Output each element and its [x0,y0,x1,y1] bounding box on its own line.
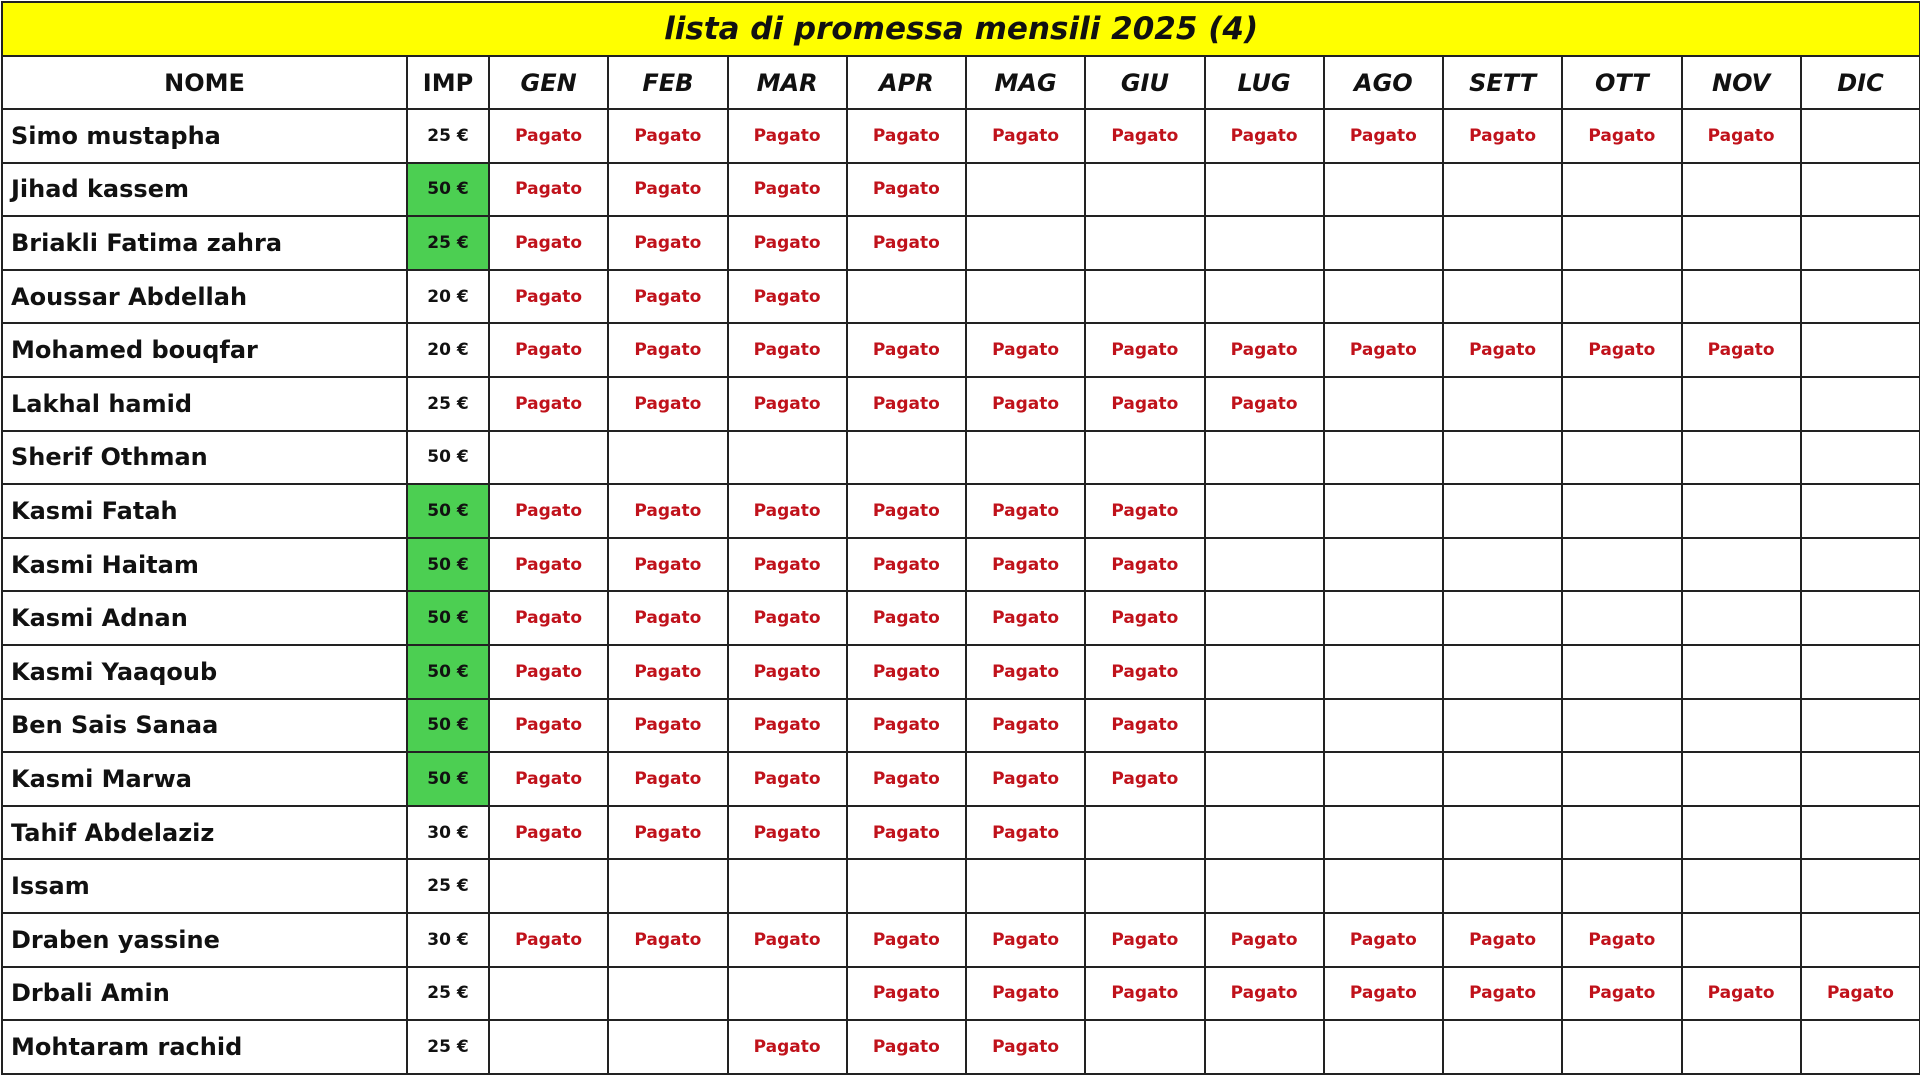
month-status-cell [1205,591,1324,645]
month-status-cell: Pagato [608,645,727,699]
month-status-cell [1801,699,1920,753]
month-status-cell [1443,484,1562,538]
amount-cell: 20 € [407,323,489,377]
member-name-cell: Jihad kassem [2,163,407,217]
column-header-month: LUG [1205,56,1324,109]
month-status-cell [966,216,1085,270]
month-status-cell [966,163,1085,217]
month-status-cell [1562,591,1681,645]
month-status-cell [966,270,1085,324]
month-status-cell [1682,859,1801,913]
table-row [2,752,1920,806]
month-status-cell: Pagato [608,270,727,324]
month-status-cell [1324,163,1443,217]
month-status-cell [1562,270,1681,324]
month-status-cell [1443,431,1562,485]
table-row [2,591,1920,645]
month-status-cell: Pagato [966,109,1085,163]
month-status-cell [1085,431,1204,485]
month-status-cell: Pagato [1085,967,1204,1021]
month-status-cell [1562,377,1681,431]
member-name-cell: Kasmi Adnan [2,591,407,645]
month-status-cell [608,431,727,485]
month-status-cell [1801,270,1920,324]
month-status-cell [1801,484,1920,538]
month-status-cell [1324,1020,1443,1074]
amount-cell: 20 € [407,270,489,324]
month-status-cell [1801,538,1920,592]
member-name-cell: Mohtaram rachid [2,1020,407,1074]
month-status-cell [1682,216,1801,270]
month-status-cell: Pagato [847,1020,966,1074]
month-status-cell: Pagato [489,806,608,860]
column-header-month: OTT [1562,56,1681,109]
amount-cell: 50 € [407,431,489,485]
column-header-month: FEB [608,56,727,109]
member-name-cell: Kasmi Yaaqoub [2,645,407,699]
month-status-cell: Pagato [1443,967,1562,1021]
table-row [2,377,1920,431]
month-status-cell [1682,270,1801,324]
month-status-cell [1205,538,1324,592]
month-status-cell [1682,377,1801,431]
table-row [2,967,1920,1021]
month-status-cell [1443,1020,1562,1074]
table-row [2,806,1920,860]
month-status-cell [1324,538,1443,592]
amount-cell: 50 € [407,699,489,753]
month-status-cell [1801,377,1920,431]
column-header-nome: NOME [2,56,407,109]
month-status-cell [1562,859,1681,913]
month-status-cell: Pagato [847,377,966,431]
month-status-cell [1205,484,1324,538]
month-status-cell: Pagato [1205,967,1324,1021]
month-status-cell: Pagato [847,913,966,967]
month-status-cell: Pagato [1443,323,1562,377]
month-status-cell [1682,1020,1801,1074]
month-status-cell [1562,538,1681,592]
month-status-cell [728,859,847,913]
month-status-cell: Pagato [847,163,966,217]
month-status-cell [1443,806,1562,860]
amount-cell: 50 € [407,484,489,538]
table-row [2,859,1920,913]
payment-table [1,1,1920,1075]
month-status-cell [966,431,1085,485]
month-status-cell: Pagato [847,645,966,699]
month-status-cell: Pagato [608,806,727,860]
member-name-cell: Drbali Amin [2,967,407,1021]
month-status-cell [1562,699,1681,753]
month-status-cell [1801,806,1920,860]
month-status-cell: Pagato [728,323,847,377]
month-status-cell: Pagato [489,699,608,753]
member-name-cell: Draben yassine [2,913,407,967]
month-status-cell [1801,591,1920,645]
month-status-cell [1801,216,1920,270]
column-header-month: NOV [1682,56,1801,109]
month-status-cell: Pagato [847,538,966,592]
month-status-cell: Pagato [608,484,727,538]
month-status-cell: Pagato [847,484,966,538]
month-status-cell: Pagato [728,538,847,592]
month-status-cell [1324,699,1443,753]
month-status-cell [1443,270,1562,324]
table-row [2,645,1920,699]
month-status-cell: Pagato [847,967,966,1021]
month-status-cell: Pagato [1682,323,1801,377]
month-status-cell: Pagato [1085,323,1204,377]
month-status-cell: Pagato [608,591,727,645]
month-status-cell [1205,431,1324,485]
month-status-cell: Pagato [728,591,847,645]
month-status-cell: Pagato [1085,377,1204,431]
table-row [2,163,1920,217]
month-status-cell: Pagato [1205,109,1324,163]
amount-cell: 25 € [407,377,489,431]
month-status-cell [1205,806,1324,860]
month-status-cell: Pagato [1324,109,1443,163]
month-status-cell: Pagato [608,109,727,163]
month-status-cell: Pagato [1085,591,1204,645]
month-status-cell: Pagato [489,377,608,431]
month-status-cell: Pagato [1085,538,1204,592]
month-status-cell: Pagato [966,323,1085,377]
month-status-cell [1682,163,1801,217]
month-status-cell: Pagato [1085,109,1204,163]
member-name-cell: Ben Sais Sanaa [2,699,407,753]
month-status-cell [1801,1020,1920,1074]
month-status-cell [1443,216,1562,270]
month-status-cell: Pagato [608,538,727,592]
month-status-cell [1801,645,1920,699]
month-status-cell: Pagato [728,484,847,538]
month-status-cell: Pagato [608,699,727,753]
amount-cell: 25 € [407,859,489,913]
month-status-cell [847,270,966,324]
month-status-cell [1801,323,1920,377]
month-status-cell [1682,484,1801,538]
month-status-cell [1085,270,1204,324]
member-name-cell: Tahif Abdelaziz [2,806,407,860]
month-status-cell: Pagato [728,216,847,270]
table-row [2,109,1920,163]
month-status-cell [1682,645,1801,699]
month-status-cell [1443,377,1562,431]
amount-cell: 25 € [407,109,489,163]
month-status-cell [489,859,608,913]
month-status-cell [1085,1020,1204,1074]
month-status-cell [608,859,727,913]
month-status-cell [1085,859,1204,913]
column-header-month: DIC [1801,56,1920,109]
month-status-cell [1205,752,1324,806]
column-header-month: MAG [966,56,1085,109]
month-status-cell: Pagato [966,699,1085,753]
month-status-cell [1324,806,1443,860]
amount-cell: 50 € [407,538,489,592]
month-status-cell [1205,859,1324,913]
month-status-cell: Pagato [728,752,847,806]
month-status-cell: Pagato [489,216,608,270]
month-status-cell [1205,163,1324,217]
month-status-cell: Pagato [1801,967,1920,1021]
month-status-cell [1562,806,1681,860]
month-status-cell: Pagato [847,591,966,645]
month-status-cell: Pagato [966,967,1085,1021]
month-status-cell: Pagato [728,270,847,324]
table-row [2,538,1920,592]
month-status-cell: Pagato [728,645,847,699]
table-row [2,323,1920,377]
month-status-cell: Pagato [1085,484,1204,538]
month-status-cell [1324,484,1443,538]
member-name-cell: Sherif Othman [2,431,407,485]
amount-cell: 30 € [407,913,489,967]
column-header-month: GIU [1085,56,1204,109]
month-status-cell [847,431,966,485]
amount-cell: 30 € [407,806,489,860]
member-name-cell: Briakli Fatima zahra [2,216,407,270]
month-status-cell [1443,699,1562,753]
month-status-cell: Pagato [1205,377,1324,431]
month-status-cell: Pagato [489,913,608,967]
month-status-cell [1562,431,1681,485]
month-status-cell: Pagato [847,699,966,753]
month-status-cell [1205,1020,1324,1074]
month-status-cell [728,431,847,485]
column-header-month: AGO [1324,56,1443,109]
column-header-month: MAR [728,56,847,109]
month-status-cell: Pagato [608,913,727,967]
month-status-cell: Pagato [1085,752,1204,806]
month-status-cell: Pagato [728,699,847,753]
month-status-cell [1682,431,1801,485]
month-status-cell: Pagato [1562,967,1681,1021]
month-status-cell [1205,699,1324,753]
month-status-cell: Pagato [489,163,608,217]
amount-cell: 50 € [407,645,489,699]
month-status-cell: Pagato [1085,699,1204,753]
month-status-cell [1682,806,1801,860]
header-row [2,56,1920,109]
month-status-cell [1085,163,1204,217]
sheet-title: lista di promessa mensili 2025 (4) [2,2,1920,56]
month-status-cell [847,859,966,913]
table-row [2,216,1920,270]
month-status-cell: Pagato [1085,645,1204,699]
column-header-imp: IMP [407,56,489,109]
month-status-cell [489,431,608,485]
month-status-cell: Pagato [1324,967,1443,1021]
month-status-cell: Pagato [489,109,608,163]
month-status-cell [1443,163,1562,217]
amount-cell: 25 € [407,216,489,270]
month-status-cell: Pagato [1443,913,1562,967]
table-row [2,1020,1920,1074]
month-status-cell: Pagato [489,538,608,592]
month-status-cell: Pagato [966,913,1085,967]
table-row [2,913,1920,967]
month-status-cell: Pagato [966,591,1085,645]
month-status-cell [1682,913,1801,967]
month-status-cell [1562,645,1681,699]
month-status-cell: Pagato [1085,913,1204,967]
month-status-cell [1085,216,1204,270]
month-status-cell: Pagato [966,377,1085,431]
payment-sheet [1,1,1919,1078]
month-status-cell [1324,431,1443,485]
member-name-cell: Kasmi Haitam [2,538,407,592]
month-status-cell [1205,216,1324,270]
month-status-cell [489,967,608,1021]
member-name-cell: Simo mustapha [2,109,407,163]
month-status-cell [1205,270,1324,324]
month-status-cell: Pagato [966,806,1085,860]
month-status-cell [1562,163,1681,217]
month-status-cell [1801,163,1920,217]
month-status-cell: Pagato [847,752,966,806]
month-status-cell: Pagato [489,591,608,645]
table-row [2,270,1920,324]
table-row [2,431,1920,485]
member-name-cell: Mohamed bouqfar [2,323,407,377]
month-status-cell: Pagato [608,323,727,377]
month-status-cell [1324,377,1443,431]
month-status-cell [1562,484,1681,538]
month-status-cell [608,1020,727,1074]
month-status-cell: Pagato [728,163,847,217]
month-status-cell: Pagato [1324,323,1443,377]
month-status-cell: Pagato [966,538,1085,592]
month-status-cell: Pagato [489,752,608,806]
month-status-cell [1682,538,1801,592]
month-status-cell: Pagato [966,484,1085,538]
month-status-cell [1324,216,1443,270]
month-status-cell: Pagato [966,645,1085,699]
month-status-cell [728,967,847,1021]
month-status-cell: Pagato [1682,967,1801,1021]
month-status-cell [1801,913,1920,967]
month-status-cell [966,859,1085,913]
month-status-cell: Pagato [608,752,727,806]
month-status-cell [1682,752,1801,806]
month-status-cell: Pagato [1562,323,1681,377]
month-status-cell [1682,591,1801,645]
member-name-cell: Kasmi Fatah [2,484,407,538]
month-status-cell [1801,752,1920,806]
month-status-cell: Pagato [1205,323,1324,377]
month-status-cell [1085,806,1204,860]
table-row [2,699,1920,753]
month-status-cell: Pagato [728,377,847,431]
amount-cell: 50 € [407,591,489,645]
table-body [2,109,1920,1074]
month-status-cell: Pagato [966,1020,1085,1074]
column-header-month: APR [847,56,966,109]
table-row [2,484,1920,538]
month-status-cell [1324,752,1443,806]
month-status-cell: Pagato [1443,109,1562,163]
month-status-cell: Pagato [489,484,608,538]
month-status-cell: Pagato [608,377,727,431]
month-status-cell [1443,645,1562,699]
month-status-cell [1205,645,1324,699]
month-status-cell [1443,859,1562,913]
month-status-cell [1801,431,1920,485]
month-status-cell: Pagato [728,1020,847,1074]
column-header-month: GEN [489,56,608,109]
month-status-cell: Pagato [847,323,966,377]
member-name-cell: Lakhal hamid [2,377,407,431]
month-status-cell: Pagato [608,216,727,270]
month-status-cell: Pagato [728,913,847,967]
month-status-cell [489,1020,608,1074]
month-status-cell: Pagato [847,109,966,163]
month-status-cell [608,967,727,1021]
month-status-cell: Pagato [608,163,727,217]
month-status-cell [1324,591,1443,645]
month-status-cell [1562,216,1681,270]
month-status-cell: Pagato [1205,913,1324,967]
month-status-cell [1443,752,1562,806]
month-status-cell [1801,109,1920,163]
month-status-cell: Pagato [489,645,608,699]
month-status-cell: Pagato [1324,913,1443,967]
amount-cell: 25 € [407,967,489,1021]
amount-cell: 50 € [407,752,489,806]
month-status-cell [1324,645,1443,699]
month-status-cell: Pagato [1562,109,1681,163]
amount-cell: 50 € [407,163,489,217]
column-header-month: SETT [1443,56,1562,109]
month-status-cell: Pagato [847,216,966,270]
month-status-cell [1801,859,1920,913]
month-status-cell: Pagato [728,109,847,163]
month-status-cell: Pagato [847,806,966,860]
month-status-cell [1682,699,1801,753]
month-status-cell: Pagato [489,323,608,377]
month-status-cell [1443,591,1562,645]
month-status-cell [1562,752,1681,806]
member-name-cell: Aoussar Abdellah [2,270,407,324]
month-status-cell [1443,538,1562,592]
month-status-cell: Pagato [1682,109,1801,163]
month-status-cell: Pagato [728,806,847,860]
month-status-cell: Pagato [1562,913,1681,967]
member-name-cell: Kasmi Marwa [2,752,407,806]
month-status-cell: Pagato [489,270,608,324]
amount-cell: 25 € [407,1020,489,1074]
month-status-cell [1324,270,1443,324]
month-status-cell: Pagato [966,752,1085,806]
month-status-cell [1324,859,1443,913]
member-name-cell: Issam [2,859,407,913]
month-status-cell [1562,1020,1681,1074]
